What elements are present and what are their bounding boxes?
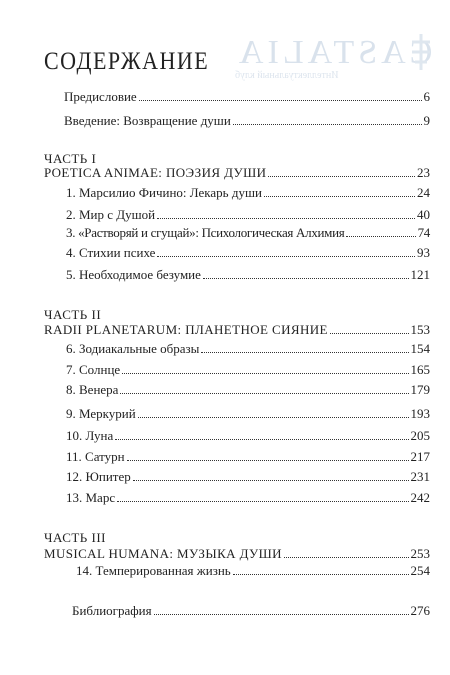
entry-label: 8. Венера [66,382,119,397]
toc-entry-chapter[interactable] [66,362,430,377]
entry-page: 231 [410,469,430,484]
entry-label: 3. «Растворяй и сгущай»: Психологическая Алхимия [66,225,345,240]
entry-page: 205 [410,428,430,443]
dot-leader [330,333,409,334]
dot-leader [157,256,415,257]
entry-page: 179 [410,382,430,397]
entry-label: 7. Солнце [66,362,121,377]
entry-page: 40 [417,207,430,222]
entry-label: POETICA ANIMAE: ПОЭЗИЯ ДУШИ [44,165,267,180]
dot-leader [203,278,409,279]
part-heading: ЧАСТЬ II [44,307,102,322]
entry-page: 217 [410,449,430,464]
part-heading: ЧАСТЬ I [44,151,97,166]
dot-leader [233,124,422,125]
entry-page: 254 [410,563,430,578]
toc-part-title[interactable] [44,165,430,180]
dot-leader [139,100,422,101]
entry-label: 11. Сатурн [66,449,125,464]
toc-entry-chapter[interactable] [66,341,430,356]
toc-entry-chapter[interactable] [66,490,430,505]
entry-page: 23 [417,165,430,180]
entry-label: 12. Юпитер [66,469,131,484]
entry-page: 6 [423,89,430,104]
toc-entry-chapter[interactable] [66,406,430,421]
dot-leader [122,373,408,374]
dot-leader [138,417,409,418]
entry-page: 154 [410,341,430,356]
entry-page: 93 [417,245,430,260]
toc-entry-chapter[interactable] [66,267,430,282]
part-heading: ЧАСТЬ III [44,530,107,545]
entry-label: 10. Луна [66,428,114,443]
toc-entry-chapter[interactable] [66,382,430,397]
dot-leader [346,236,415,237]
entry-label: Библиография [72,603,152,618]
dot-leader [157,218,415,219]
entry-page: 165 [410,362,430,377]
toc-heading: СОДЕРЖАНИЕ [44,46,210,75]
dot-leader [120,393,408,394]
toc-part-title[interactable] [44,546,430,561]
entry-label: 14. Темперированная жизнь [76,563,231,578]
entry-label: RADII PLANETARUM: ПЛАНЕТНОЕ СИЯНИЕ [44,322,328,337]
dot-leader [233,574,409,575]
toc-entry-chapter[interactable] [66,428,430,443]
entry-page: 193 [410,406,430,421]
toc-entry-chapter[interactable] [66,245,430,260]
toc-entry-chapter[interactable] [66,469,430,484]
entry-label: 13. Марс [66,490,116,505]
dot-leader [127,460,409,461]
entry-label: 1. Марсилио Фичино: Лекарь души [66,185,262,200]
entry-label: 4. Стихии психе [66,245,156,260]
toc-entry-chapter[interactable] [66,207,430,222]
dot-leader [115,439,408,440]
toc-entry-chapter[interactable] [66,185,430,200]
dot-leader [268,176,415,177]
toc-entry-chapter[interactable] [66,449,430,464]
entry-label: 2. Мир с Душой [66,207,156,222]
ghost-brand: CASTALIA [234,34,432,71]
entry-label: 6. Зодиакальные образы [66,341,200,356]
entry-page: 74 [417,225,430,240]
toc-entry-introduction[interactable] [64,113,430,128]
entry-page: 153 [410,322,430,337]
dot-leader [154,614,409,615]
dot-leader [201,352,408,353]
toc-entry-bibliography[interactable] [72,603,430,618]
entry-label: Введение: Возвращение души [64,113,231,128]
toc-entry-preface[interactable] [64,89,430,104]
ghost-logo-icon [408,32,434,72]
dot-leader [117,501,408,502]
toc-part-title[interactable] [44,322,430,337]
entry-label: Предисловие [64,89,137,104]
entry-page: 9 [423,113,430,128]
dot-leader [264,196,415,197]
toc-entry-chapter[interactable] [66,225,430,240]
ghost-tagline: Интеллектуальный клуб [234,70,338,81]
entry-page: 242 [410,490,430,505]
entry-page: 24 [417,185,430,200]
toc-entry-chapter[interactable] [76,563,430,578]
entry-label: 9. Меркурий [66,406,136,421]
entry-label: MUSICAL HUMANA: МУЗЫКА ДУШИ [44,546,282,561]
entry-page: 253 [410,546,430,561]
entry-label: 5. Необходимое безумие [66,267,201,282]
dot-leader [133,480,409,481]
entry-page: 276 [410,603,430,618]
dot-leader [284,557,409,558]
entry-page: 121 [410,267,430,282]
